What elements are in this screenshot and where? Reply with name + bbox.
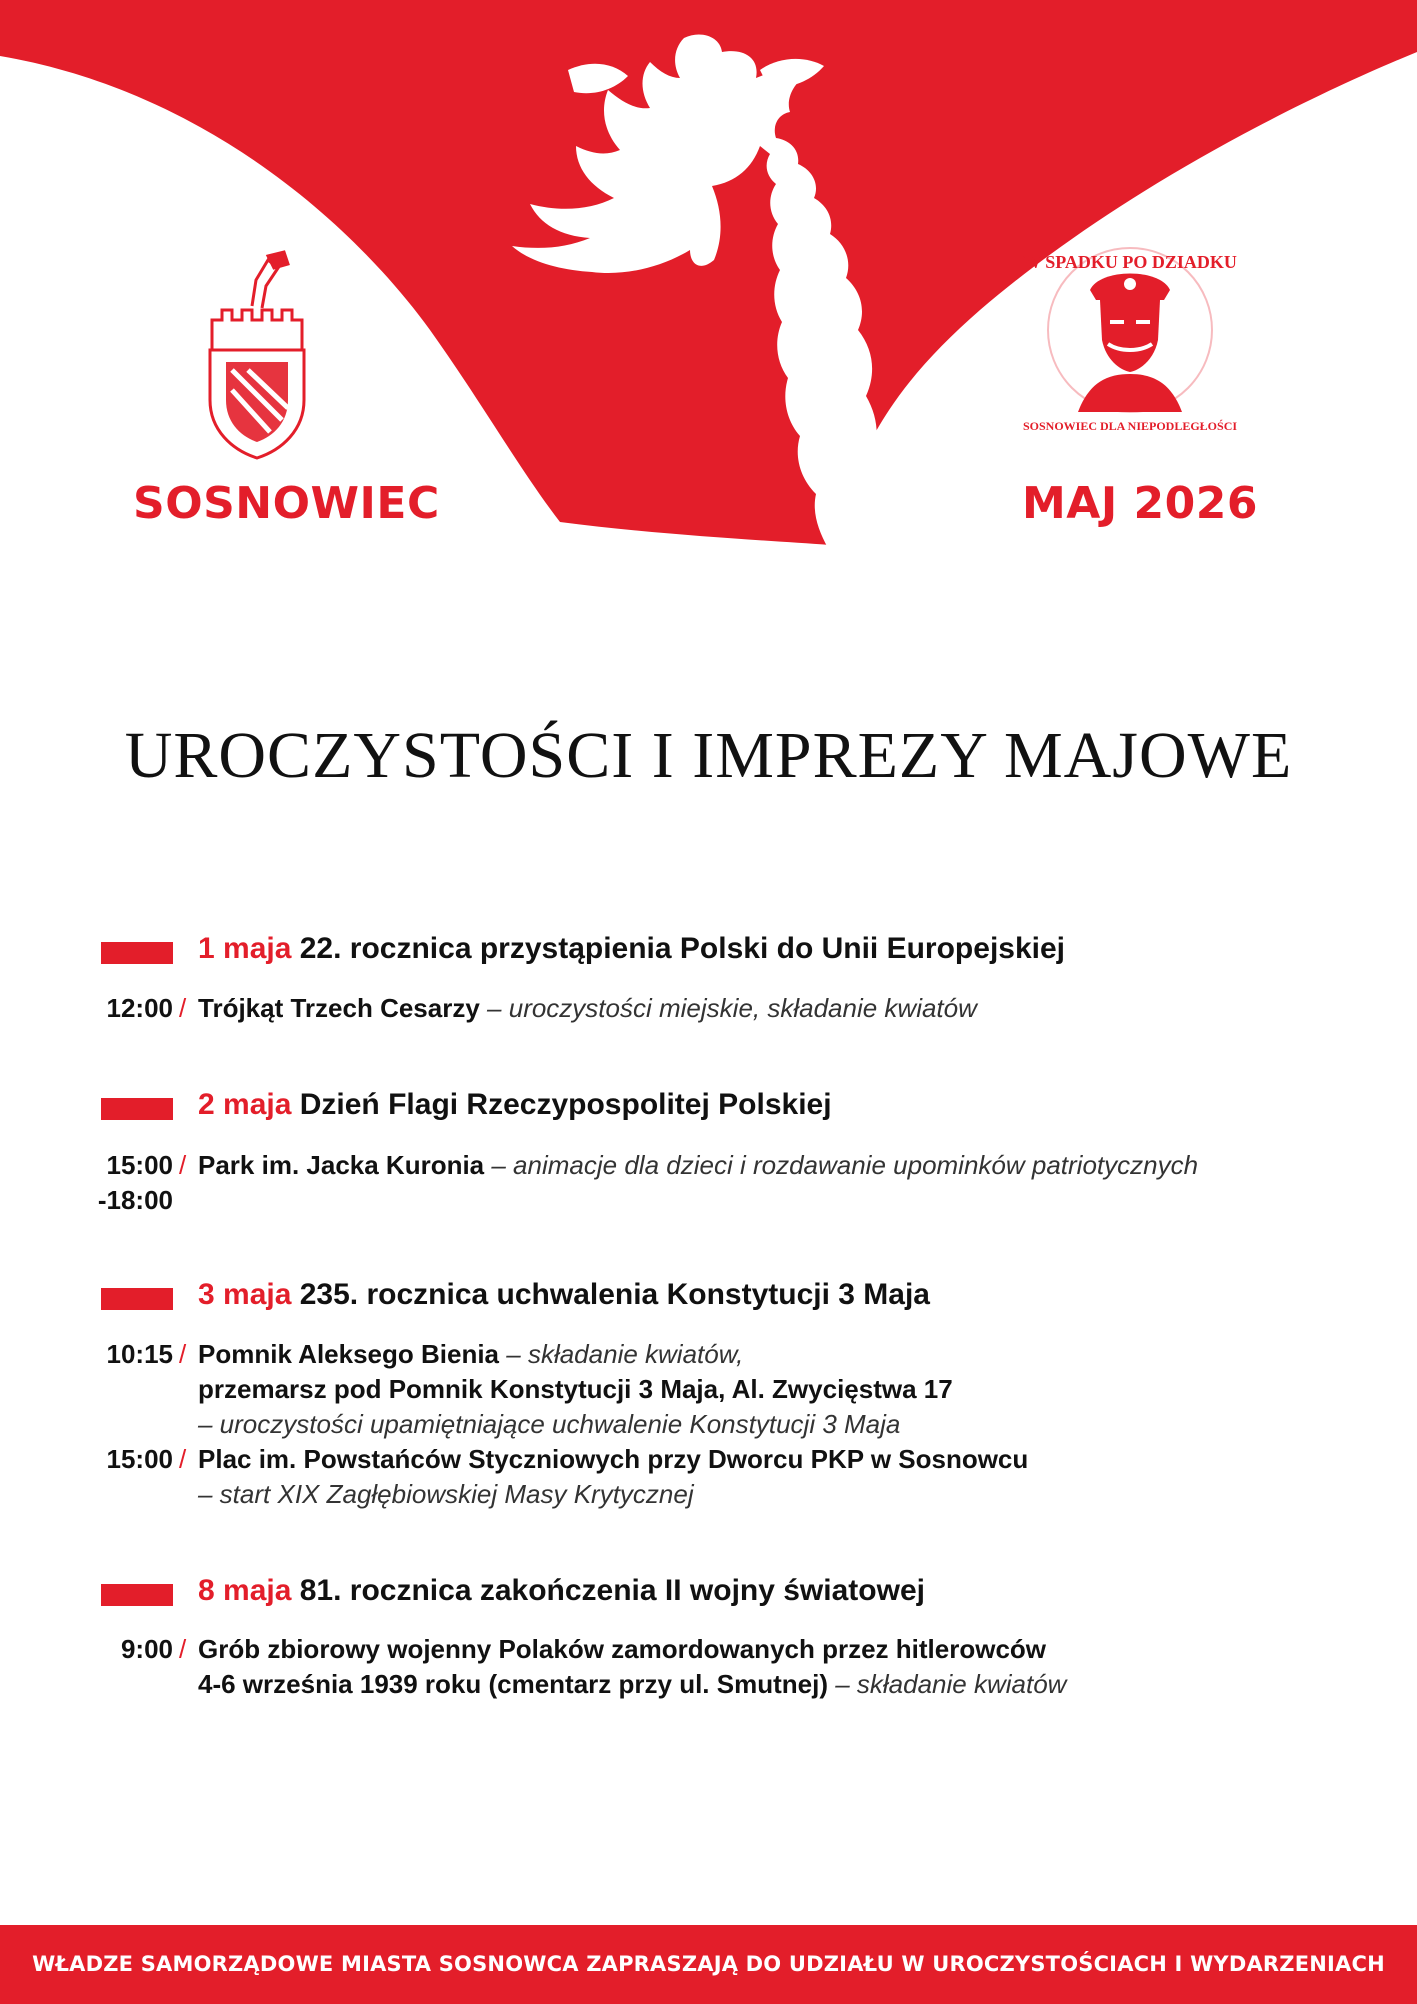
event-description	[198, 1442, 1028, 1477]
event-heading	[198, 1574, 925, 1608]
event-date: 2 maja	[198, 1088, 292, 1121]
event-time: 15:00	[106, 1150, 173, 1180]
event-place: Pomnik Aleksego Bienia	[198, 1339, 500, 1369]
month-year-label: MAJ 2026	[1022, 478, 1258, 529]
pilsudski-portrait-badge-icon	[1048, 248, 1212, 412]
event-title: Dzień Flagi Rzeczypospolitej Polskiej	[299, 1088, 832, 1121]
event-marker-bar	[101, 1584, 173, 1606]
event-place: Trójkąt Trzech Cesarzy	[198, 993, 480, 1023]
city-coat-of-arms-icon	[210, 252, 304, 458]
event-title: 235. rocznica uchwalenia Konstytucji 3 Maja	[299, 1278, 930, 1311]
city-label: SOSNOWIEC	[133, 478, 440, 529]
event-description	[198, 1632, 1046, 1667]
event-title: 81. rocznica zakończenia II wojny światowej	[299, 1574, 925, 1607]
event-date: 3 maja	[198, 1278, 292, 1311]
event-marker-bar	[101, 1288, 173, 1310]
event-activity: – uroczystości miejskie, składanie kwiatów	[487, 993, 977, 1023]
badge-bottom-text: SOSNOWIEC DLA NIEPODLEGŁOŚCI	[1022, 419, 1238, 433]
event-time: 10:15	[106, 1339, 173, 1369]
slash-separator: /	[179, 1444, 187, 1474]
event-description	[198, 1667, 1066, 1702]
event-place: 4-6 września 1939 roku (cmentarz przy ul. Smutnej)	[198, 1669, 828, 1699]
slash-separator: /	[179, 1150, 187, 1180]
slash-separator: /	[179, 993, 187, 1023]
slash-separator: /	[179, 1339, 187, 1369]
event-marker-bar	[101, 1098, 173, 1120]
event-time: 12:00	[106, 993, 173, 1023]
event-activity: – animacje dla dzieci i rozdawanie upominków patriotycznych	[491, 1150, 1199, 1180]
event-description	[198, 1337, 743, 1372]
event-description	[198, 1372, 953, 1407]
badge-top-text: W SPADKU PO DZIADKU	[1023, 252, 1237, 272]
slash-separator: /	[179, 1634, 187, 1664]
event-heading	[198, 1278, 930, 1312]
event-title: 22. rocznica przystąpienia Polski do Unii Europejskiej	[299, 932, 1065, 965]
event-description	[198, 1477, 694, 1512]
event-date: 1 maja	[198, 932, 292, 965]
event-place: Park im. Jacka Kuronia	[198, 1150, 485, 1180]
event-activity: – start XIX Zagłębiowskiej Masy Krytycznej	[198, 1479, 694, 1509]
event-place: Plac im. Powstańców Styczniowych przy Dworcu PKP w Sosnowcu	[198, 1444, 1029, 1474]
event-date: 8 maja	[198, 1574, 292, 1607]
event-time: 15:00	[106, 1444, 173, 1474]
event-activity: – uroczystości upamiętniające uchwalenie Konstytucji 3 Maja	[198, 1409, 901, 1439]
event-description	[198, 1148, 1198, 1183]
event-activity: – składanie kwiatów,	[506, 1339, 744, 1369]
header-graphic	[0, 0, 1417, 560]
event-marker-bar	[101, 942, 173, 964]
event-time: 9:00	[120, 1634, 173, 1664]
event-activity: – składanie kwiatów	[835, 1669, 1067, 1699]
footer-banner: WŁADZE SAMORZĄDOWE MIASTA SOSNOWCA ZAPRASZAJĄ DO UDZIAŁU W UROCZYSTOŚCIACH I WYDARZENIACH	[0, 1925, 1417, 2004]
event-heading	[198, 1088, 832, 1122]
event-description	[198, 1407, 900, 1442]
event-heading	[198, 932, 1065, 966]
event-place: przemarsz pod Pomnik Konstytucji 3 Maja, Al. Zwycięstwa 17	[198, 1374, 953, 1404]
event-description	[198, 991, 977, 1026]
event-place: Grób zbiorowy wojenny Polaków zamordowanych przez hitlerowców	[198, 1634, 1047, 1664]
event-time-end: -18:00	[97, 1185, 173, 1215]
page-title: UROCZYSTOŚCI I IMPREZY MAJOWE	[124, 719, 1293, 792]
